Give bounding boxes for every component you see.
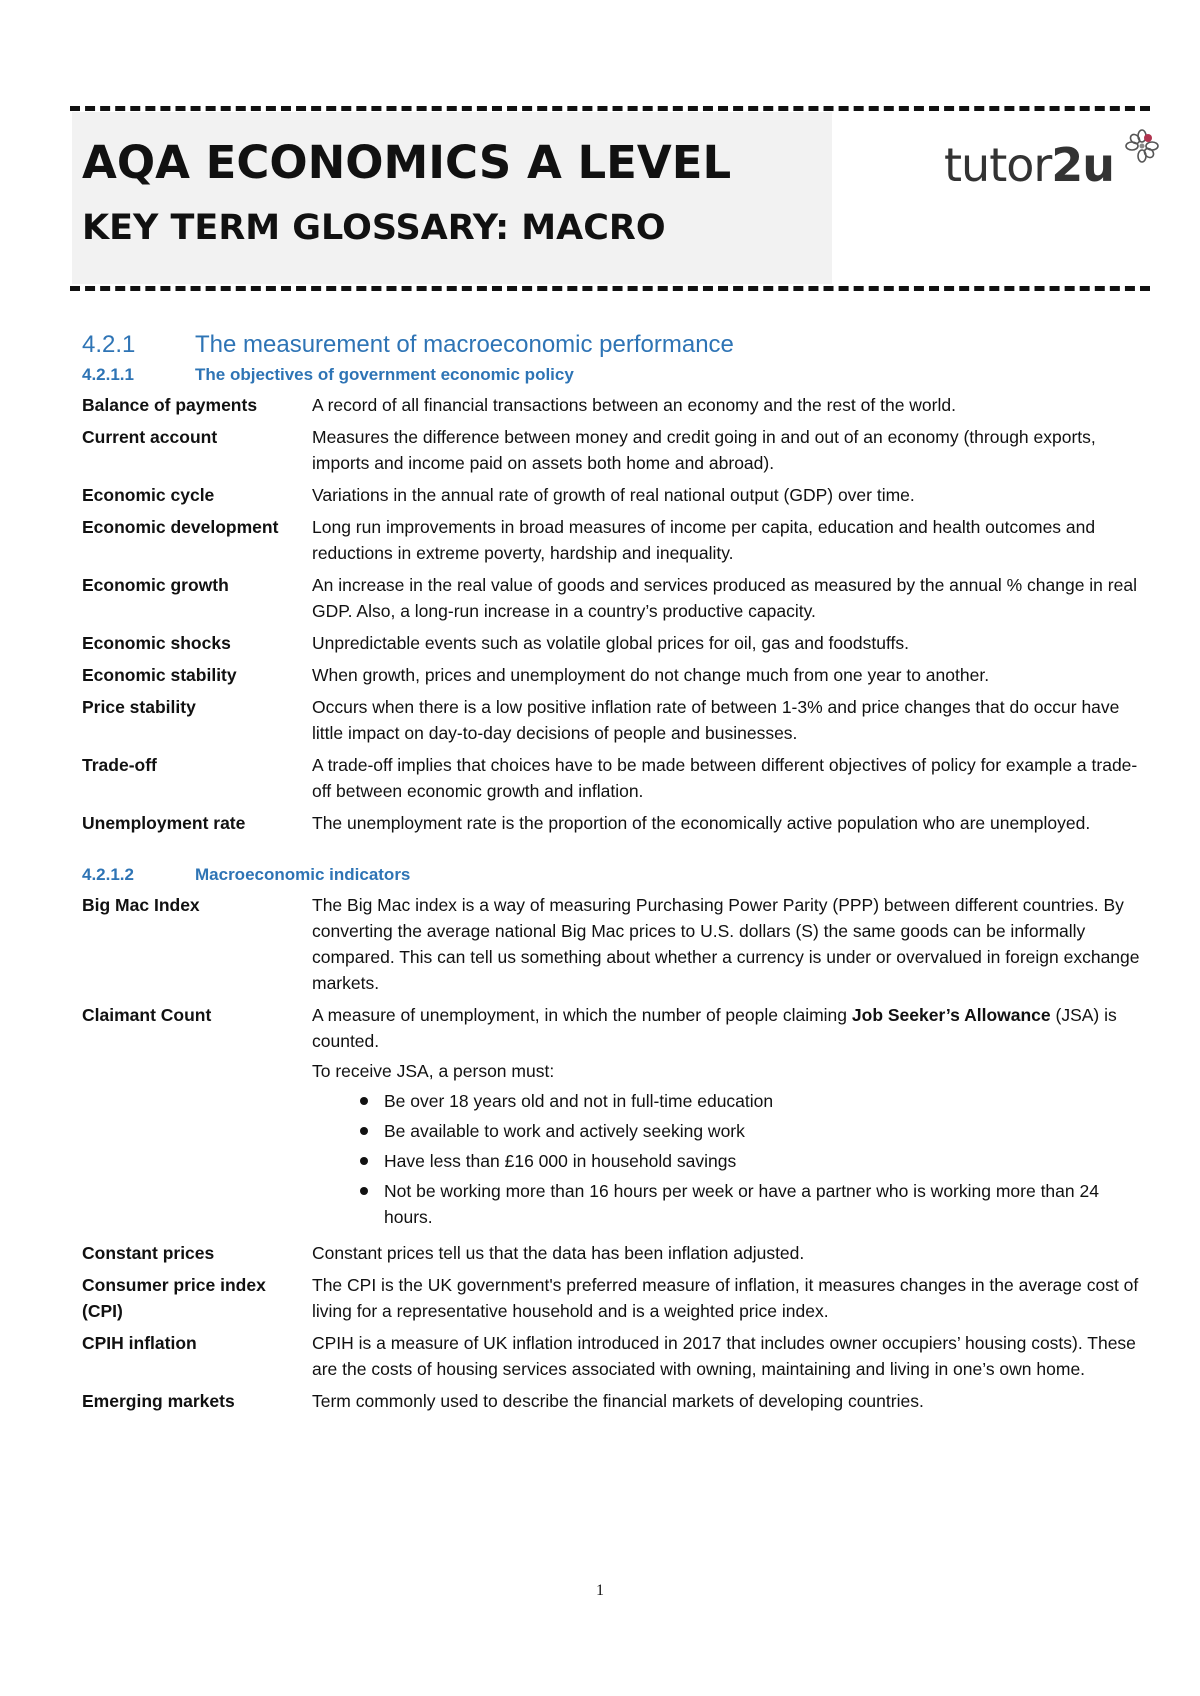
subsection-title: Macroeconomic indicators <box>195 865 411 884</box>
subsection-number: 4.2.1.1 <box>82 365 134 384</box>
definition-intro: To receive JSA, a person must: <box>312 1061 555 1081</box>
glossary-content <box>82 330 1150 1420</box>
glossary-definition: The Big Mac index is a way of measuring Purchasing Power Parity (PPP) between different countries. By converting the average national Big Mac prices to U.S. dollars (S) the same goods can be informally compared. This can tell us something about whether a currency is under or overvalued in foreign exchange markets. <box>312 895 1140 993</box>
requirements-list <box>312 1088 1150 1230</box>
glossary-entry <box>82 1002 1150 1234</box>
glossary-entry <box>82 810 1150 836</box>
glossary-term: CPIH inflation <box>82 1333 197 1353</box>
glossary-entry <box>82 630 1150 656</box>
glossary-term: Claimant Count <box>82 1005 212 1025</box>
glossary-definition <box>312 1002 1150 1234</box>
list-item: Be over 18 years old and not in full-time education <box>360 1088 1150 1114</box>
glossary-term: Economic growth <box>82 575 229 595</box>
glossary-definition: Measures the difference between money and credit going in and out of an economy (through exports, imports and income paid on assets both home and abroad). <box>312 427 1096 473</box>
glossary-definition: A trade-off implies that choices have to be made between different objectives of policy for example a trade-off between economic growth and inflation. <box>312 755 1138 801</box>
glossary-entry <box>82 424 1150 476</box>
glossary-definition: CPIH is a measure of UK inflation introduced in 2017 that includes owner occupiers’ housing costs). These are the costs of housing services associated with owning, maintaining and living in one’s own home. <box>312 1333 1136 1379</box>
glossary-definition: An increase in the real value of goods and services produced as measured by the annual % change in real GDP. Also, a long-run increase in a country’s productive capacity. <box>312 575 1137 621</box>
glossary-definition: Variations in the annual rate of growth of real national output (GDP) over time. <box>312 485 915 505</box>
glossary-term: Emerging markets <box>82 1391 235 1411</box>
glossary-definition: Occurs when there is a low positive inflation rate of between 1-3% and price changes that do occur have little impact on day-to-day decisions of people and businesses. <box>312 697 1120 743</box>
glossary-entry <box>82 752 1150 804</box>
glossary-definition: Long run improvements in broad measures of income per capita, education and health outcomes and reductions in extreme poverty, hardship and inequality. <box>312 517 1096 563</box>
glossary-entry <box>82 392 1150 418</box>
subsection-number: 4.2.1.2 <box>82 865 134 884</box>
glossary-entry <box>82 1388 1150 1414</box>
bold-term: Job Seeker’s Allowance <box>851 1005 1051 1025</box>
list-item: Not be working more than 16 hours per week or have a partner who is working more than 24 hours. <box>360 1178 1150 1230</box>
top-dashed-divider <box>70 106 1150 111</box>
glossary-term: Economic shocks <box>82 633 231 653</box>
glossary-definition: A record of all financial transactions between an economy and the rest of the world. <box>312 395 956 415</box>
glossary-entry <box>82 1330 1150 1382</box>
subsection-title: The objectives of government economic policy <box>195 365 574 384</box>
bullet-icon <box>360 1187 368 1195</box>
glossary-entry <box>82 892 1150 996</box>
bottom-dashed-divider <box>70 286 1150 291</box>
glossary-definition: The CPI is the UK government's preferred measure of inflation, it measures changes in the average cost of living for a representative household and is a weighted price index. <box>312 1275 1139 1321</box>
subsection-heading <box>82 864 1150 886</box>
bullet-icon <box>360 1097 368 1105</box>
glossary-entry <box>82 572 1150 624</box>
glossary-definition: The unemployment rate is the proportion of the economically active population who are unemployed. <box>312 813 1091 833</box>
logo-text: tutor2u <box>944 138 1115 192</box>
tutor2u-logo <box>944 138 1144 198</box>
page-number: 1 <box>596 1582 604 1599</box>
flower-icon <box>1124 128 1160 164</box>
glossary-definition: Term commonly used to describe the financial markets of developing countries. <box>312 1391 924 1411</box>
section-heading <box>82 330 1150 360</box>
section-title: The measurement of macroeconomic performance <box>195 331 734 358</box>
section-number: 4.2.1 <box>82 331 136 358</box>
glossary-entry <box>82 662 1150 688</box>
list-item: Be available to work and actively seeking work <box>360 1118 1150 1144</box>
glossary-entry <box>82 1272 1150 1324</box>
glossary-definition: When growth, prices and unemployment do not change much from one year to another. <box>312 665 990 685</box>
glossary-entry <box>82 482 1150 508</box>
document-subtitle: KEY TERM GLOSSARY: MACRO <box>82 208 666 248</box>
subsection-heading <box>82 364 1150 386</box>
glossary-term: Big Mac Index <box>82 895 200 915</box>
glossary-term: Price stability <box>82 697 196 717</box>
glossary-entry <box>82 694 1150 746</box>
glossary-term: Trade-off <box>82 755 157 775</box>
glossary-definition: Constant prices tell us that the data has been inflation adjusted. <box>312 1243 805 1263</box>
glossary-term: Constant prices <box>82 1243 215 1263</box>
glossary-entry <box>82 514 1150 566</box>
bullet-icon <box>360 1127 368 1135</box>
glossary-term: Economic development <box>82 517 279 537</box>
definition-paragraph: A measure of unemployment, in which the number of people claiming Job Seeker’s Allowance (JSA) is counted. <box>312 1005 1117 1051</box>
list-item: Have less than £16 000 in household savings <box>360 1148 1150 1174</box>
glossary-term: Consumer price index (CPI) <box>82 1275 266 1321</box>
glossary-definition: Unpredictable events such as volatile global prices for oil, gas and foodstuffs. <box>312 633 909 653</box>
glossary-term: Balance of payments <box>82 395 258 415</box>
bullet-icon <box>360 1157 368 1165</box>
glossary-term: Economic stability <box>82 665 237 685</box>
glossary-term: Unemployment rate <box>82 813 246 833</box>
glossary-entry <box>82 1240 1150 1266</box>
glossary-term: Current account <box>82 427 218 447</box>
document-title: AQA ECONOMICS A LEVEL <box>82 136 732 189</box>
section-spacer <box>82 842 1150 864</box>
glossary-term: Economic cycle <box>82 485 215 505</box>
